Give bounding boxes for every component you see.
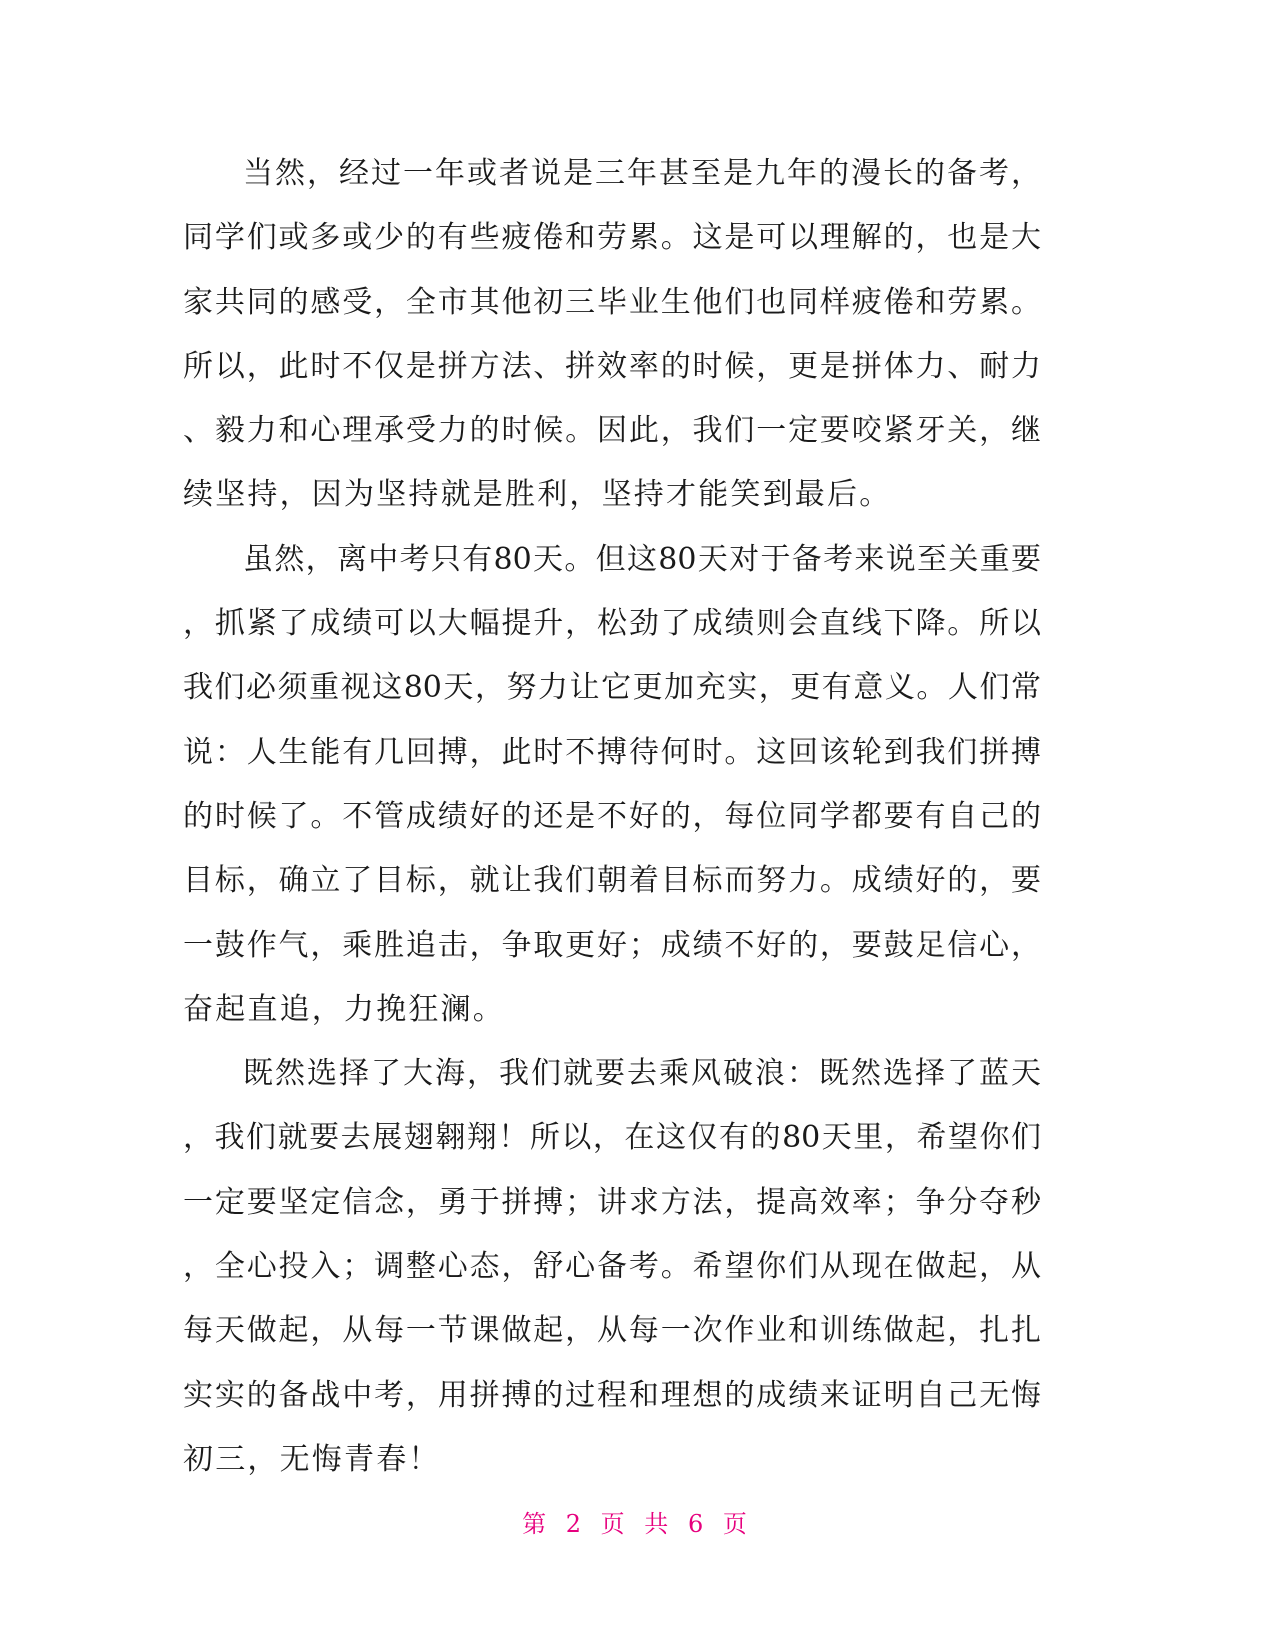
- page-number-footer: 第 2 页 共 6 页: [522, 1510, 753, 1538]
- text-line: 同学们或多或少的有些疲倦和劳累。这是可以理解的，也是大: [183, 220, 1041, 256]
- text-line: 一定要坚定信念，勇于拼搏；讲求方法，提高效率；争分夺秒: [183, 1184, 1041, 1220]
- text-line: 目标，确立了目标，就让我们朝着目标而努力。成绩好的，要: [183, 863, 1041, 899]
- text-line: 既然选择了大海，我们就要去乘风破浪：既然选择了蓝天: [243, 1056, 1041, 1092]
- paragraph-1: [183, 142, 1041, 528]
- text-line: 、毅力和心理承受力的时候。因此，我们一定要咬紧牙关，继: [183, 413, 1041, 449]
- text-line: 的时候了。不管成绩好的还是不好的，每位同学都要有自己的: [183, 798, 1041, 834]
- text-line: 说：人生能有几回搏，此时不搏待何时。这回该轮到我们拼搏: [183, 734, 1041, 770]
- text-line: 所以，此时不仅是拼方法、拼效率的时候，更是拼体力、耐力: [183, 348, 1041, 384]
- text-line: 我们必须重视这80天，努力让它更加充实，更有意义。人们常: [183, 670, 1041, 706]
- paragraph-3: [183, 1042, 1041, 1492]
- text-line: 实实的备战中考，用拼搏的过程和理想的成绩来证明自己无悔: [183, 1377, 1041, 1413]
- text-line: 初三，无悔青春！: [183, 1441, 441, 1477]
- text-line: ，我们就要去展翅翱翔！所以，在这仅有的80天里，希望你们: [183, 1120, 1041, 1156]
- document-body: [183, 142, 1041, 1492]
- text-line: 一鼓作气，乘胜追击，争取更好；成绩不好的，要鼓足信心，: [183, 927, 1041, 963]
- text-line: ，全心投入；调整心态，舒心备考。希望你们从现在做起，从: [183, 1249, 1041, 1285]
- text-line: 家共同的感受，全市其他初三毕业生他们也同样疲倦和劳累。: [183, 284, 1041, 320]
- text-line: 虽然，离中考只有80天。但这80天对于备考来说至关重要: [243, 541, 1041, 577]
- text-line: ，抓紧了成绩可以大幅提升，松劲了成绩则会直线下降。所以: [183, 606, 1041, 642]
- text-line: 续坚持，因为坚持就是胜利，坚持才能笑到最后。: [183, 477, 892, 513]
- text-line: 当然，经过一年或者说是三年甚至是九年的漫长的备考，: [243, 156, 1041, 191]
- text-line: 奋起直追，力挽狂澜。: [183, 991, 505, 1027]
- paragraph-2: [183, 528, 1041, 1042]
- text-line: 每天做起，从每一节课做起，从每一次作业和训练做起，扎扎: [183, 1313, 1041, 1349]
